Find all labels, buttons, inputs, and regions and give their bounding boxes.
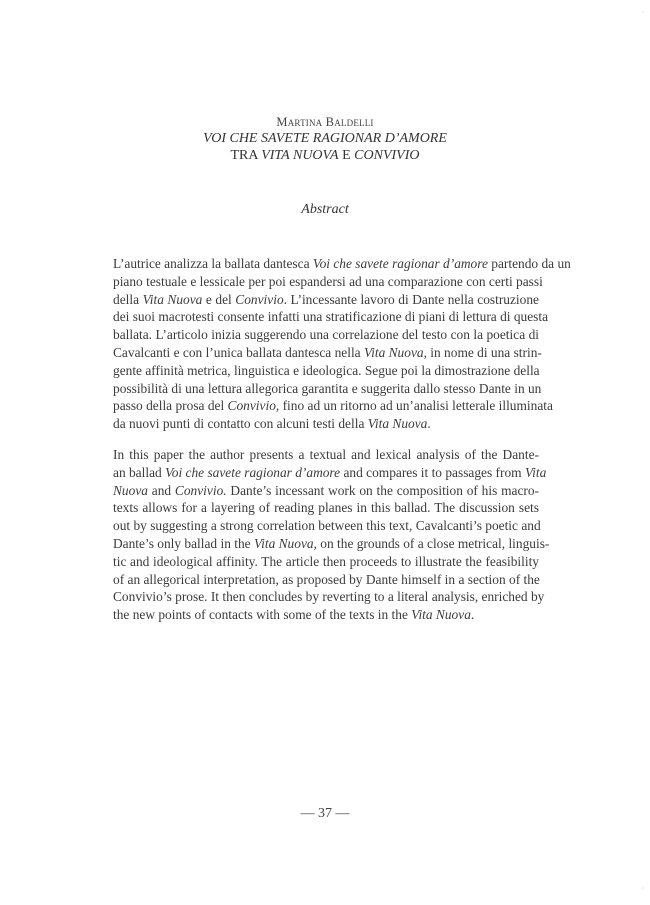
title-italic-vita-nuova: VITA NUOVA (261, 148, 339, 163)
author-name: Martina Baldelli (276, 115, 374, 129)
text-line: Convivio’s prose. It then concludes by reverting to a literal analysis, enriched by (113, 589, 545, 605)
text-line: an ballad Voi che savete ragionar d’amore and compares it to passages from Vita (113, 464, 547, 480)
article-title-line2 (0, 147, 650, 164)
title-text: E (338, 148, 355, 163)
text-line: possibilità di una lettura allegorica garantita e suggerita dallo stesso Dante in un (113, 380, 542, 396)
text-line: Nuova and Convivio. Dante’s incessant work on the composition of his macro- (113, 482, 540, 498)
english-abstract (113, 446, 550, 624)
text-line: out by suggesting a strong correlation between this text, Cavalcanti’s poetic and (113, 518, 541, 534)
text-line: the new points of contacts with some of the texts in the Vita Nuova. (113, 607, 475, 623)
text-line: dei suoi macrotesti consente infatti una stratificazione di piani di lettura di questa (113, 309, 549, 325)
title-text: TRA (230, 148, 262, 163)
corner-crop-mark: · (641, 8, 644, 17)
text-line: gente affinità metrica, linguistica e ideologica. Segue poi la dimostrazione della (113, 362, 540, 378)
text-line: della Vita Nuova e del Convivio. L’incessante lavoro di Dante nella costruzione (113, 291, 539, 307)
text-line: Dante’s only ballad in the Vita Nuova, on the grounds of a close metrical, linguis- (113, 535, 550, 551)
text-line: piano testuale e lessicale per poi espandersi ad una comparazione con certi passi (113, 273, 543, 289)
text-line: passo della prosa del Convivio, fino ad un ritorno ad un’analisi letterale illuminata (113, 398, 553, 414)
text-line: In this paper the author presents a textual and lexical analysis of the Dante- (113, 447, 539, 462)
text-line: L’autrice analizza la ballata dantesca Voi che savete ragionar d’amore partendo da un (113, 256, 571, 271)
italian-abstract (113, 255, 571, 433)
text-line: Cavalcanti e con l’unica ballata dantesca nella Vita Nuova, in nome di una strin- (113, 344, 542, 360)
article-title-line1: VOI CHE SAVETE RAGIONAR D’AMORE (203, 131, 447, 146)
corner-crop-mark-bottom: · (641, 884, 644, 893)
page-number: — 37 — (300, 806, 350, 821)
article-header (0, 114, 650, 164)
text-line: ballata. L’articolo inizia suggerendo una correlazione del testo con la poetica di (113, 327, 539, 343)
text-line: texts allows for a layering of reading planes in this ballad. The discussion sets (113, 500, 539, 516)
text-line: da nuovi punti di contatto con alcuni testi della Vita Nuova. (113, 416, 431, 432)
text-line: of an allegorical interpretation, as proposed by Dante himself in a section of the (113, 571, 540, 587)
text-line: tic and ideological affinity. The article then proceeds to illustrate the feasibility (113, 553, 539, 569)
title-italic-convivio: CONVIVIO (354, 148, 420, 163)
abstract-heading: Abstract (301, 202, 349, 217)
